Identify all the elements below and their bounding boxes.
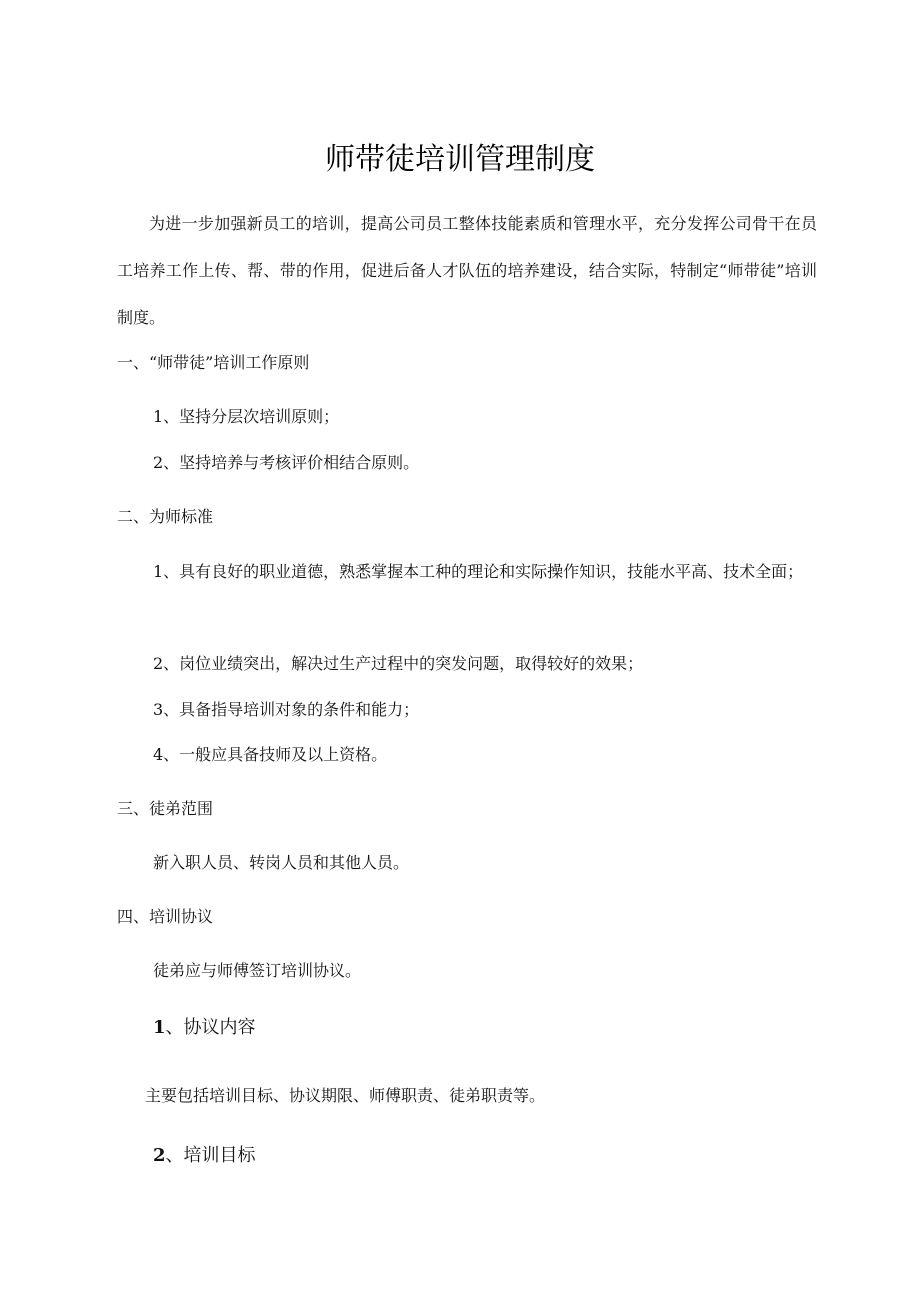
subsection-heading-agreement-content bbox=[153, 1016, 256, 1040]
subsection-body: 主要包括培训目标、协议期限、师傅职责、徒弟职责等。 bbox=[145, 1086, 546, 1105]
list-item: 4、一般应具备技师及以上资格。 bbox=[153, 745, 388, 764]
section-heading-principles: 一、“师带徒”培训工作原则 bbox=[117, 353, 310, 372]
list-item: 3、具备指导培训对象的条件和能力； bbox=[153, 700, 420, 719]
list-item: 徒弟应与师傅签订培训协议。 bbox=[153, 961, 362, 980]
list-item: 新入职人员、转岗人员和其他人员。 bbox=[153, 853, 410, 872]
section-heading-apprentice-scope: 三、徒弟范围 bbox=[117, 799, 214, 818]
list-item: 1、具有良好的职业道德，熟悉掌握本工种的理论和实际操作知识，技能水平高、技术全面； bbox=[153, 562, 804, 581]
subsection-heading-training-goal bbox=[153, 1144, 256, 1168]
section-heading-mentor-standard: 二、为师标准 bbox=[117, 507, 214, 526]
subsection-label: 、培训目标 bbox=[165, 1145, 256, 1166]
subsection-number: 1 bbox=[153, 1017, 166, 1038]
list-item: 2、岗位业绩突出，解决过生产过程中的突发问题，取得较好的效果； bbox=[153, 654, 644, 673]
list-item: 2、坚持培养与考核评价相结合原则。 bbox=[153, 453, 420, 472]
section-heading-training-agreement: 四、培训协议 bbox=[117, 907, 214, 926]
document-title: 师带徒培训管理制度 bbox=[325, 142, 595, 177]
intro-paragraph: 为进一步加强新员工的培训，提高公司员工整体技能素质和管理水平，充分发挥公司骨干在员工培养工作上传、帮、带的作用，促进后备人才队伍的培养建设，结合实际，特制定“师带徒”培训制度。 bbox=[117, 214, 817, 327]
subsection-number: 2 bbox=[153, 1145, 166, 1166]
list-item: 1、坚持分层次培训原则； bbox=[153, 407, 340, 426]
subsection-label: 、协议内容 bbox=[165, 1017, 256, 1038]
